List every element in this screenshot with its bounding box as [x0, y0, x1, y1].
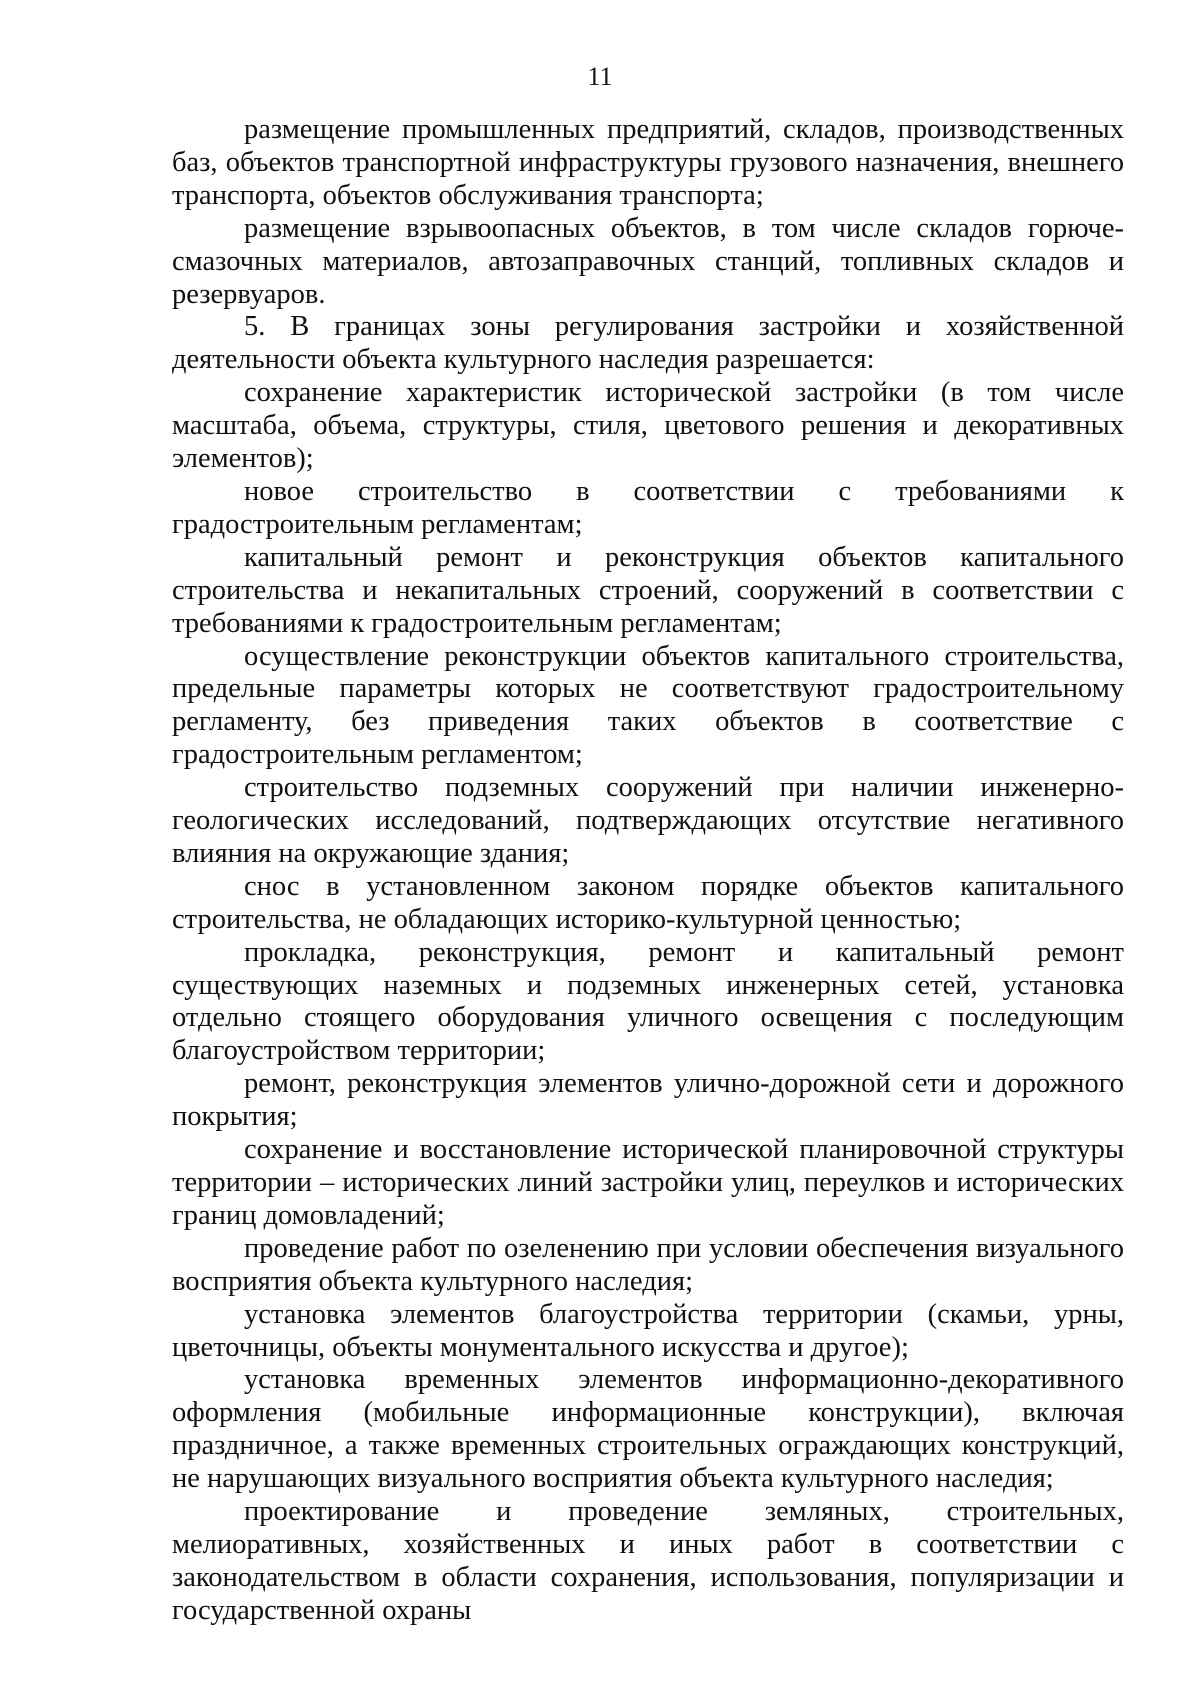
paragraph: установка элементов благоустройства территории (скамьи, урны, цветочницы, объекты монументального искусства и другое); — [172, 1298, 1124, 1363]
document-body — [172, 114, 1124, 1628]
paragraph: капитальный ремонт и реконструкция объектов капитального строительства и некапитальных строений, сооружений в соответствии с требованиями к градостроительным регламентам; — [172, 541, 1124, 639]
paragraph: прокладка, реконструкция, ремонт и капитальный ремонт существующих наземных и подземных инженерных сетей, установка отдельно стоящего оборудования уличного освещения с последующим благоустройством территории; — [172, 936, 1124, 1067]
paragraph: сохранение и восстановление исторической планировочной структуры территории – исторических линий застройки улиц, переулков и исторических границ домовладений; — [172, 1134, 1124, 1231]
paragraph: осуществление реконструкции объектов капитального строительства, предельные параметры которых не соответствуют градостроительному регламенту, без приведения таких объектов в соответствие с градостроительным регламентом; — [172, 640, 1124, 771]
paragraph: проектирование и проведение земляных, строительных, мелиоративных, хозяйственных и иных работ в соответствии с законодательством в области сохранения, использования, популяризации и государственной охраны — [172, 1496, 1124, 1626]
paragraph: строительство подземных сооружений при наличии инженерно-геологических исследований, подтверждающих отсутствие негативного влияния на окружающие здания; — [172, 772, 1124, 869]
paragraph: размещение промышленных предприятий, складов, производственных баз, объектов транспортной инфраструктуры грузового назначения, внешнего транспорта, объектов обслуживания транспорта; — [172, 114, 1124, 211]
paragraph: 5. В границах зоны регулирования застройки и хозяйственной деятельности объекта культурного наследия разрешается: — [172, 311, 1124, 376]
paragraph: снос в установленном законом порядке объектов капитального строительства, не обладающих историко-культурной ценностью; — [172, 870, 1124, 935]
paragraph: проведение работ по озеленению при условии обеспечения визуального восприятия объекта культурного наследия; — [172, 1232, 1124, 1297]
paragraph: размещение взрывоопасных объектов, в том числе складов горюче-смазочных материалов, автозаправочных станций, топливных складов и резервуаров. — [172, 212, 1124, 310]
page-number: 11 — [587, 62, 613, 91]
paragraph: установка временных элементов информационно-декоративного оформления (мобильные информационные конструкции), включая праздничное, а также временных строительных ограждающих конструкций, не нарушающих визуального восприятия объекта культурного наследия; — [172, 1364, 1124, 1495]
paragraph: сохранение характеристик исторической застройки (в том числе масштаба, объема, структуры, стиля, цветового решения и декоративных элементов); — [172, 377, 1124, 475]
paragraph: новое строительство в соответствии с требованиями к градостроительным регламентам; — [172, 475, 1124, 540]
paragraph: ремонт, реконструкция элементов улично-дорожной сети и дорожного покрытия; — [172, 1068, 1124, 1133]
